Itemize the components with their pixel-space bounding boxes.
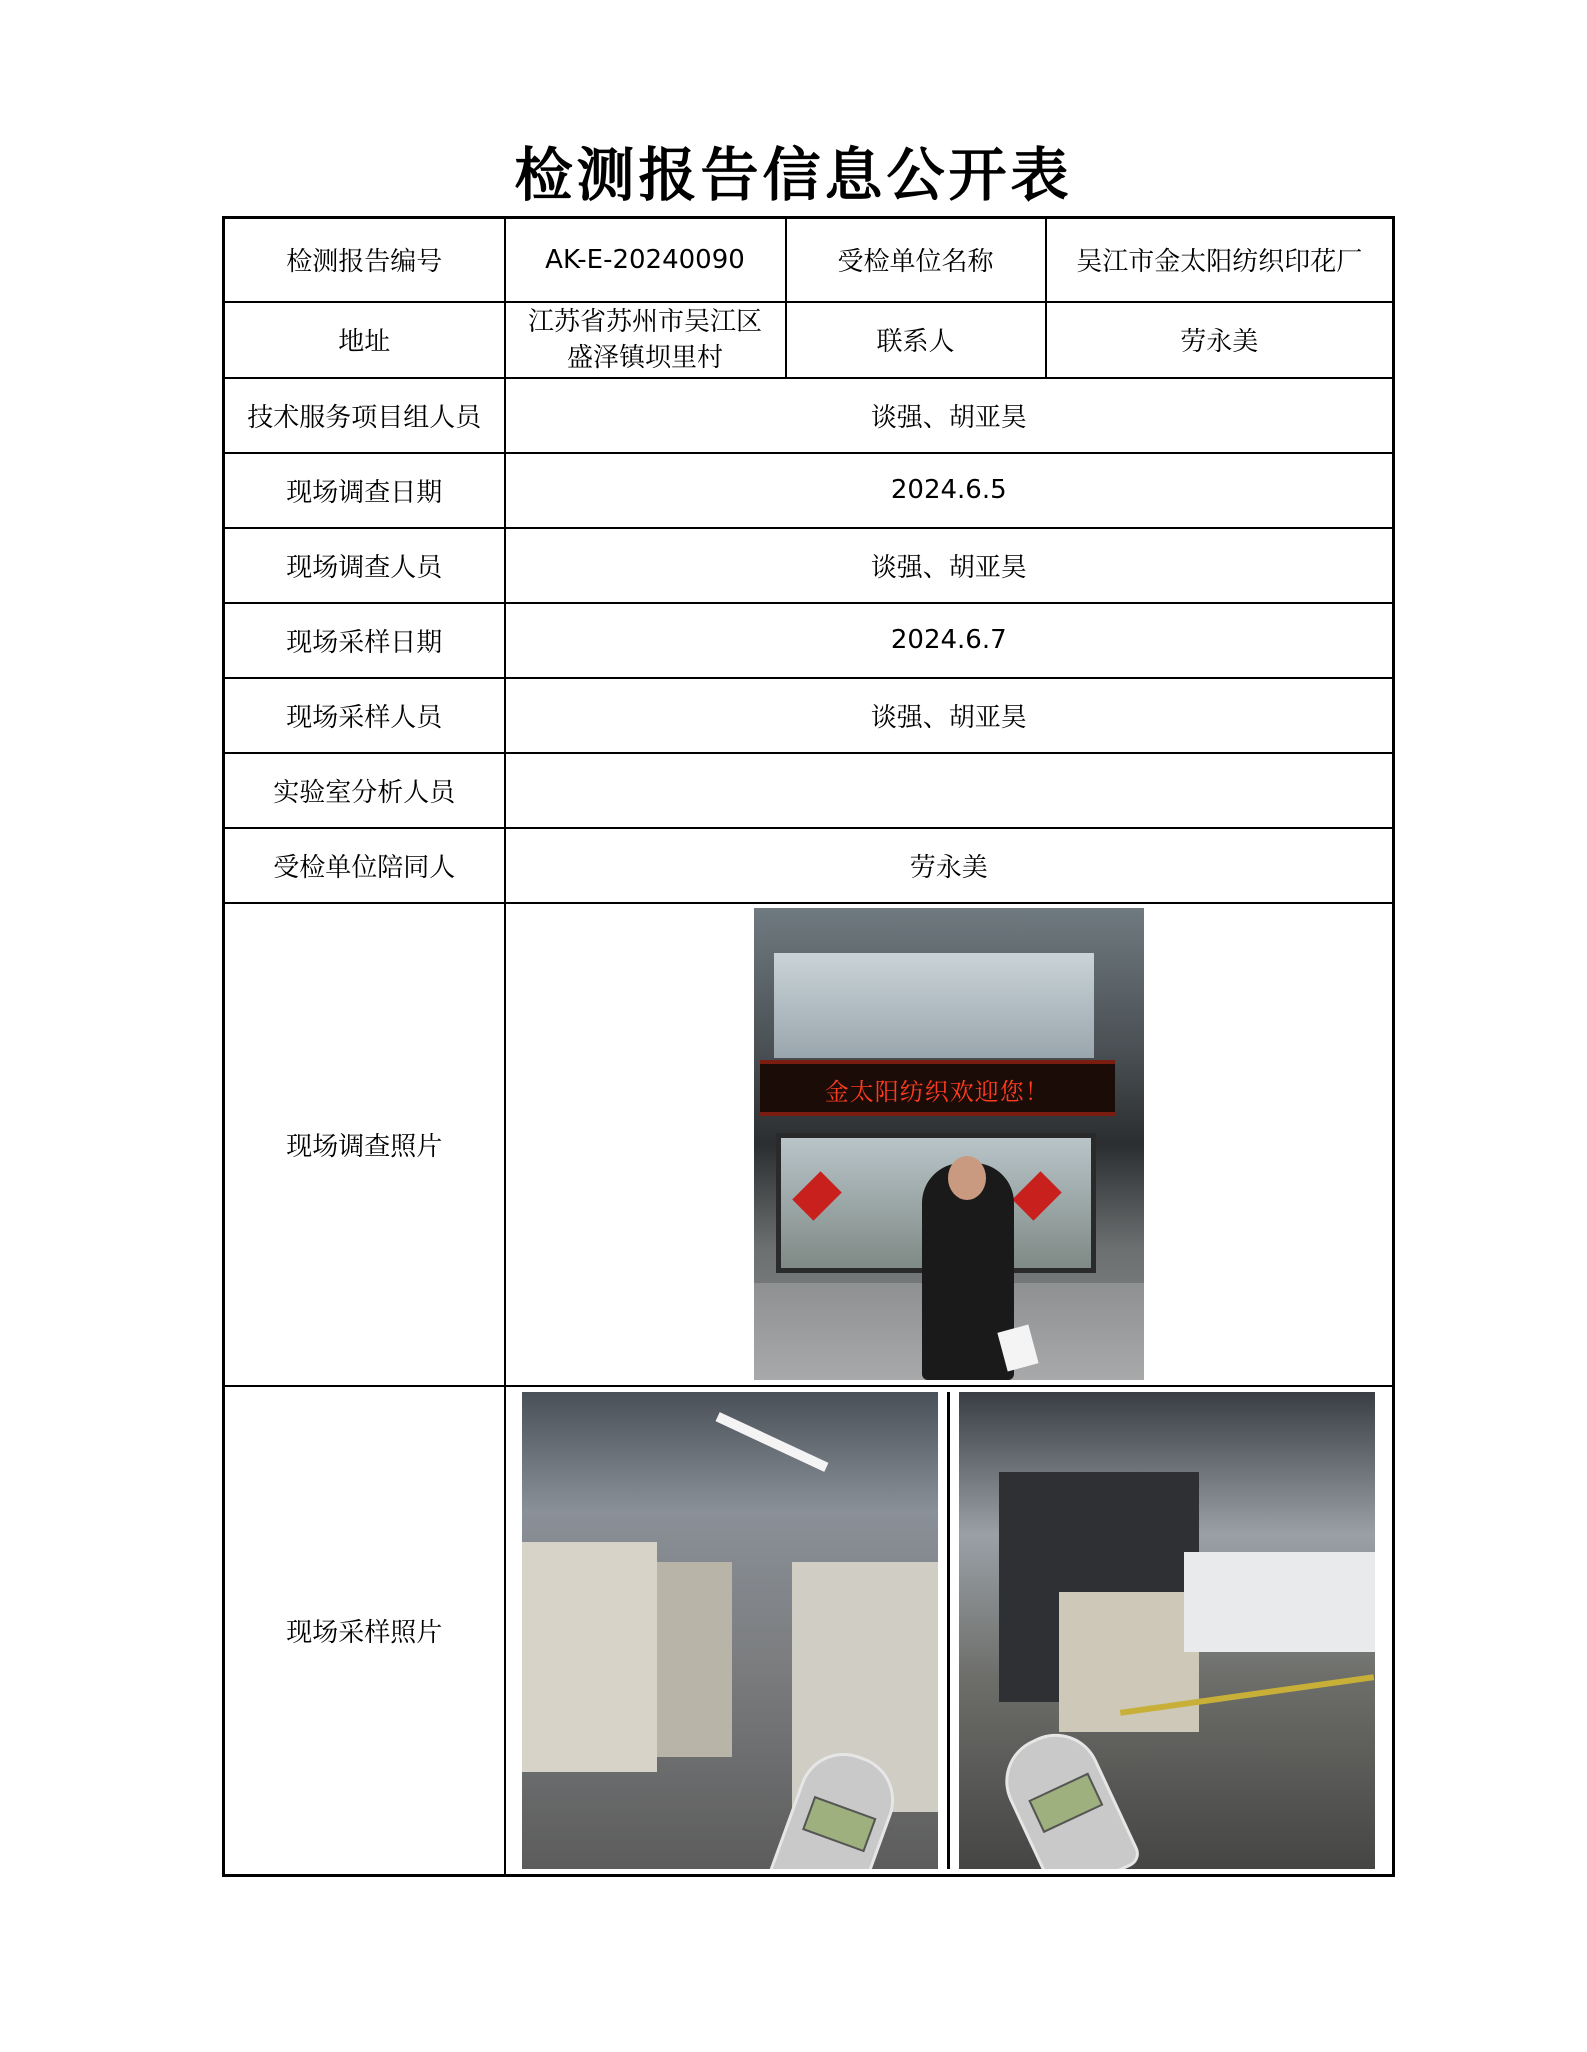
table-row — [224, 753, 1394, 828]
meter-screen — [802, 1796, 876, 1852]
survey-staff-value: 谈强、胡亚昊 — [505, 528, 1394, 603]
table-row — [224, 528, 1394, 603]
table-row — [224, 903, 1394, 1386]
team-value: 谈强、胡亚昊 — [505, 378, 1394, 453]
table-row — [224, 828, 1394, 903]
glass-facade — [774, 953, 1094, 1058]
sample-staff-label: 现场采样人员 — [224, 678, 505, 753]
unit-label: 受检单位名称 — [786, 218, 1046, 302]
escort-value: 劳永美 — [505, 828, 1394, 903]
lab-label: 实验室分析人员 — [224, 753, 505, 828]
survey-photo — [754, 908, 1144, 1380]
address-line-1: 江苏省苏州市吴江区 — [527, 306, 762, 337]
address-line-2: 盛泽镇坝里村 — [566, 342, 723, 373]
report-table — [222, 216, 1395, 1877]
meter-screen — [1028, 1772, 1103, 1833]
team-label: 技术服务项目组人员 — [224, 378, 505, 453]
person-head — [948, 1156, 986, 1200]
welcome-sign — [760, 1060, 1115, 1116]
ceiling-lamp — [716, 1412, 829, 1472]
page-title: 检测报告信息公开表 — [514, 141, 1073, 209]
escort-label: 受检单位陪同人 — [224, 828, 505, 903]
table-row — [224, 302, 1394, 378]
sample-photos — [514, 1392, 1385, 1869]
address-label: 地址 — [224, 302, 505, 378]
sample-photo-label: 现场采样照片 — [224, 1386, 505, 1876]
table-row — [224, 453, 1394, 528]
sample-staff-value: 谈强、胡亚昊 — [505, 678, 1394, 753]
contact-label: 联系人 — [786, 302, 1046, 378]
table-row — [224, 378, 1394, 453]
welcome-sign-text: 金太阳纺织欢迎您！ — [824, 1078, 1050, 1106]
sample-photo-slot-1 — [514, 1392, 948, 1869]
survey-photo-label: 现场调查照片 — [224, 903, 505, 1386]
table-row — [224, 1386, 1394, 1876]
sample-photo-2 — [959, 1392, 1375, 1869]
contact-value: 劳永美 — [1046, 302, 1394, 378]
survey-staff-label: 现场调查人员 — [224, 528, 505, 603]
table-row — [224, 678, 1394, 753]
sample-date-label: 现场采样日期 — [224, 603, 505, 678]
sample-photo-slot-2 — [947, 1392, 1384, 1869]
sample-date-value: 2024.6.7 — [505, 603, 1394, 678]
address-value — [505, 302, 786, 378]
fabric-roll — [1184, 1552, 1375, 1652]
survey-date-value: 2024.6.5 — [505, 453, 1394, 528]
machine-cabinet — [522, 1542, 657, 1772]
report-no-label: 检测报告编号 — [224, 218, 505, 302]
table-row — [224, 218, 1394, 302]
sound-level-meter — [991, 1719, 1144, 1869]
survey-photo-cell — [505, 903, 1394, 1386]
sample-photo-1 — [522, 1392, 938, 1869]
unit-value: 吴江市金太阳纺织印花厂 — [1046, 218, 1394, 302]
machine-cabinet — [657, 1562, 732, 1757]
table-row — [224, 603, 1394, 678]
report-no-value: AK-E-20240090 — [505, 218, 786, 302]
lab-value — [505, 753, 1394, 828]
survey-date-label: 现场调查日期 — [224, 453, 505, 528]
sample-photo-cell — [505, 1386, 1394, 1876]
